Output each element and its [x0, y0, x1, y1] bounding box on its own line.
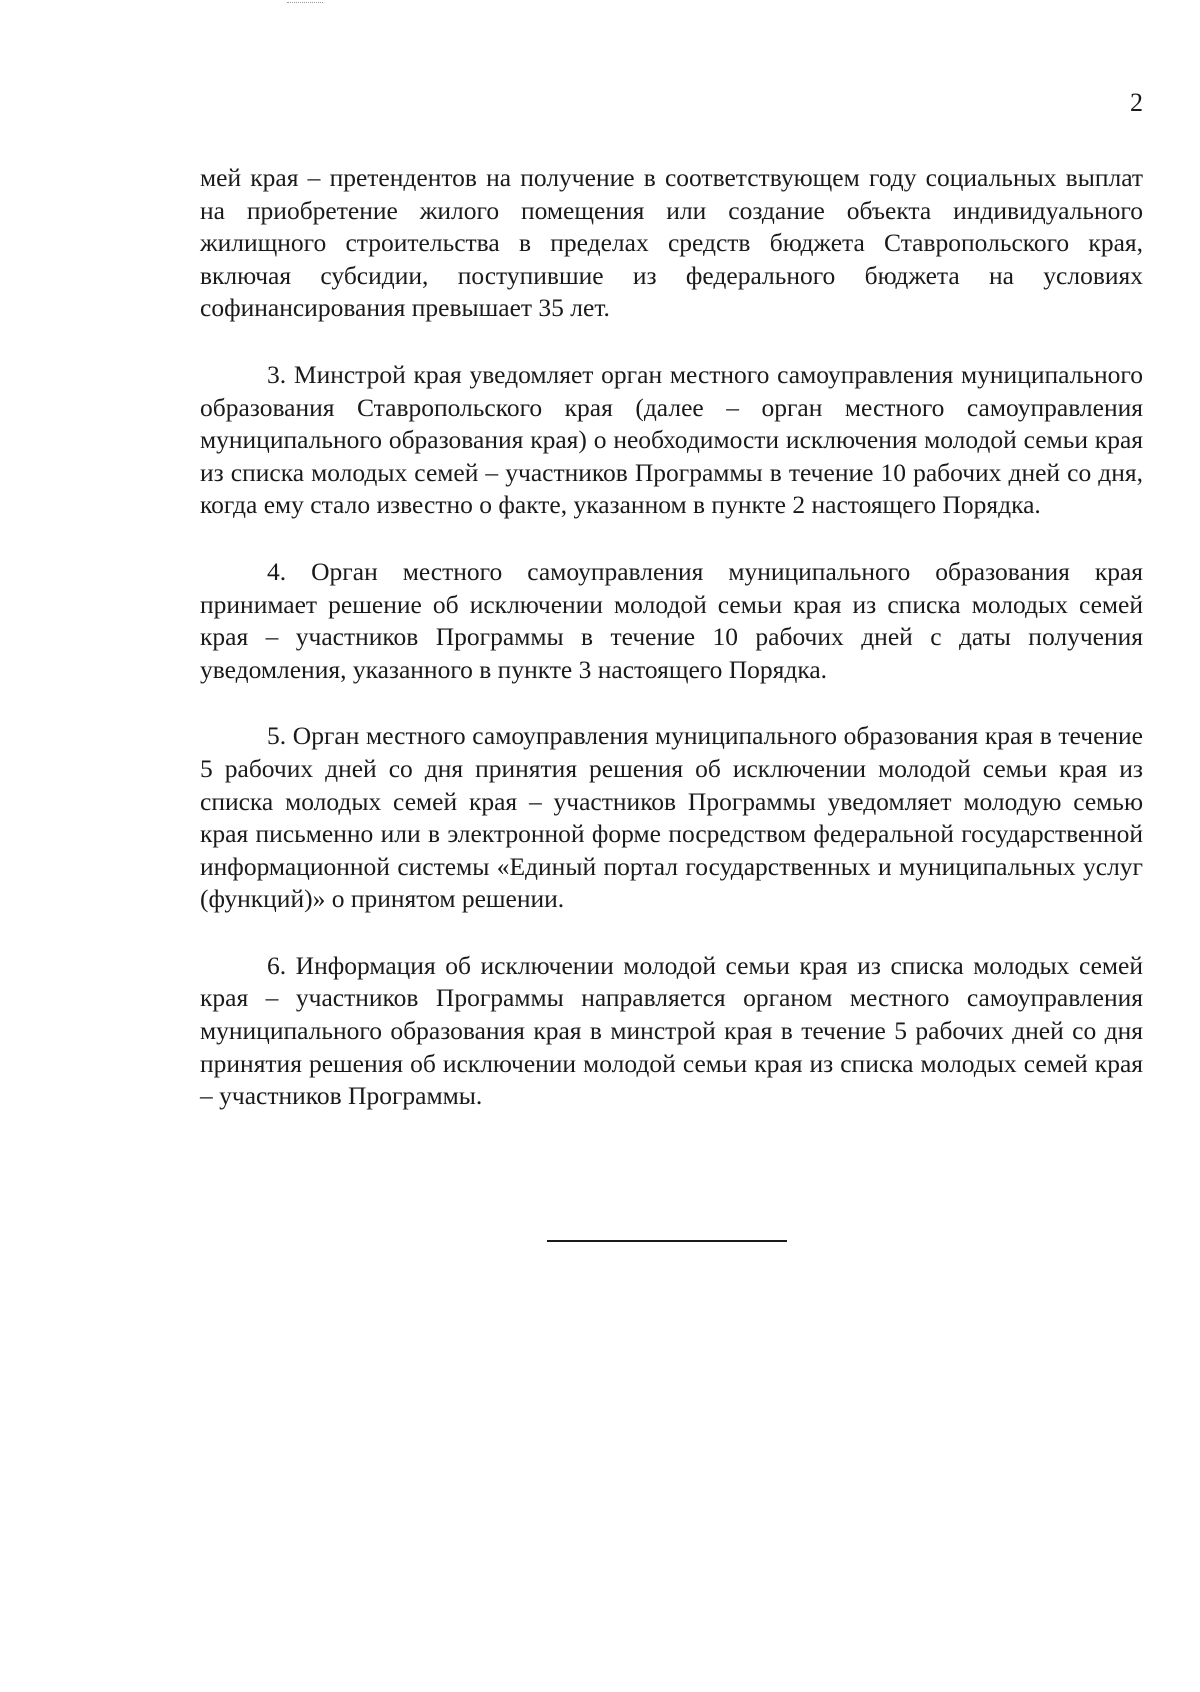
scan-artifact	[287, 2, 323, 3]
paragraph-item-5: 5. Орган местного самоуправления муниципального образования края в течение 5 рабочих дней со дня принятия решения об исключении молодой семьи края из списка молодых семей края – участников Программы уведомляет молодую семью края письменно или в электронной форме посредством федеральной государственной информационной системы «Единый портал государственных и муниципальных услуг (функций)» о принятом решении.	[200, 721, 1143, 914]
closing-divider	[547, 1240, 787, 1242]
paragraph-item-3: 3. Минстрой края уведомляет орган местного самоуправления муниципального образования Ставропольского края (далее – орган местного самоуправления муниципального образования края) о необходимости исключения молодой семьи края из списка молодых семей – участников Программы в течение 10 рабочих дней со дня, когда ему стало известно о факте, указанном в пункте 2 настоящего Порядка.	[200, 359, 1143, 520]
document-body	[200, 162, 1143, 1147]
page-number: 2	[1130, 88, 1143, 117]
paragraph-item-4: 4. Орган местного самоуправления муниципального образования края принимает решение об исключении молодой семьи края из списка молодых семей края – участников Программы в течение 10 рабочих дней с даты получения уведомления, указанного в пункте 3 настоящего Порядка.	[200, 556, 1143, 684]
paragraph-continuation: мей края – претендентов на получение в соответствующем году социальных выплат на приобретение жилого помещения или создание объекта индивидуального жилищного строительства в пределах средств бюджета Ставропольского края, включая субсидии, поступившие из федерального бюджета на условиях софинансирования превышает 35 лет.	[200, 163, 1143, 323]
paragraph-item-6: 6. Информация об исключении молодой семьи края из списка молодых семей края – участников Программы направляется органом местного самоуправления муниципального образования края в минстрой края в течение 5 рабочих дней со дня принятия решения об исключении молодой семьи края из списка молодых семей края – участников Программы.	[200, 950, 1143, 1111]
